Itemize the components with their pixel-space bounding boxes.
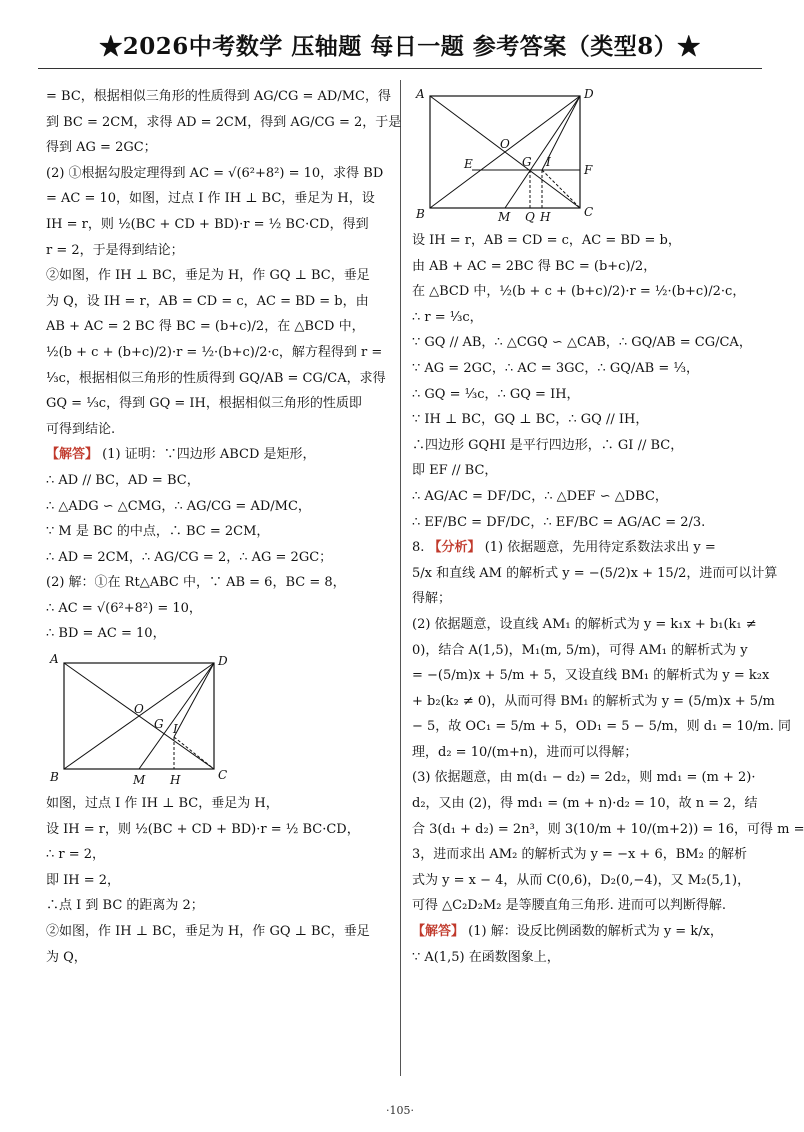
analysis-line-13: 3，进而求出 AM₂ 的解析式为 y = −x + 6，BM₂ 的解析: [412, 847, 747, 863]
right-line-1: 设 IH = r，AB = CD = c，AC = BD = b，: [412, 233, 681, 248]
right-line-8: ∵ IH ⊥ BC，GQ ⊥ BC，∴ GQ // IH，: [412, 412, 649, 428]
segment-ic: [542, 170, 580, 208]
right-line-9: ∴四边形 GQHI 是平行四边形，∴ GI // BC，: [412, 437, 684, 453]
label-c: C: [218, 768, 228, 783]
right-line-12: ∴ EF/BC = DF/DC，∴ EF/BC = AG/AC = 2/3.: [412, 514, 706, 530]
proof-line-6: ∴ AC = √(6²+8²) = 10，: [46, 600, 202, 616]
label-b: B: [50, 770, 59, 785]
analysis-line-3: 得解；: [412, 591, 452, 607]
label-m: M: [498, 210, 511, 224]
analysis-line-8: − 5，故 OC₁ = 5/m + 5，OD₁ = 5 − 5/m，则 d₁ = 10/m. 同: [412, 719, 791, 735]
left-line-7: r = 2，于是得到结论；: [46, 242, 184, 258]
after-fig-line-2: 设 IH = r，则 ½(BC + CD + BD)·r = ½ BC·CD，: [46, 821, 360, 837]
left-line-6: IH = r，则 ½(BC + CD + BD)·r = ½ BC·CD，得到: [46, 216, 369, 232]
label-g: G: [522, 155, 532, 169]
label-m: M: [133, 773, 146, 788]
after-fig-line-7: 为 Q，: [46, 949, 87, 965]
analysis-line-4: (2) 依据题意，设直线 AM₁ 的解析式为 y = k₁x + b₁(k₁ ≠: [412, 616, 757, 632]
right-column: [412, 84, 804, 970]
label-h: H: [540, 210, 551, 224]
right-line-10: 即 EF // BC，: [412, 463, 498, 479]
right-answer-line-2: ∵ A(1,5) 在函数图象上，: [412, 949, 560, 965]
label-h: H: [170, 773, 181, 788]
proof-line-5: (2) 解：①在 Rt△ABC 中，∵ AB = 6，BC = 8，: [46, 575, 346, 591]
analysis-line-15: 可得 △C₂D₂M₂ 是等腰直角三角形. 进而可以判断得解.: [412, 898, 726, 914]
left-line-4: (2) ①根据勾股定理得到 AC = √(6²+8²) = 10，求得 BD: [46, 165, 384, 181]
right-line-11: ∴ AG/AC = DF/DC，∴ △DEF ∽ △DBC，: [412, 488, 668, 504]
after-fig-line-6: ②如图，作 IH ⊥ BC，垂足为 H，作 GQ ⊥ BC，垂足: [46, 924, 370, 940]
analysis-line-1: (1) 依据题意，先用待定系数法求出 y =: [484, 540, 716, 556]
left-line-2: 到 BC = 2CM，求得 AD = 2CM，得到 AG/CG = 2，于是: [46, 114, 402, 130]
left-line-10: AB + AC = 2 BC 得 BC = (b+c)/2，在 △BCD 中，: [46, 319, 365, 335]
right-line-7: ∴ GQ = ⅓c，∴ GQ = IH，: [412, 386, 580, 402]
right-answer-line: [412, 919, 758, 945]
analysis-line-7: + b₂(k₂ ≠ 0)，从而可得 BM₁ 的解析式为 y = (5/m)x + 5/m: [412, 693, 775, 709]
analysis-line-5: 0)，结合 A(1,5)，M₁(m, 5/m)，可得 AM₁ 的解析式为 y: [412, 642, 748, 658]
left-line-13: GQ = ⅓c，得到 GQ = IH，根据相似三角形的性质即: [46, 396, 362, 412]
analysis-line-11: d₂，又由 (2)，得 md₁ = (m + n)·d₂ = 10，故 n = 2，结: [412, 796, 758, 812]
segment-di: [174, 663, 214, 737]
label-b: B: [416, 207, 425, 221]
right-geometry-figure: [412, 86, 612, 224]
label-a: A: [416, 87, 425, 101]
answer-line: [46, 442, 392, 468]
label-o: O: [500, 137, 510, 151]
segment-dm: [139, 663, 214, 769]
left-line-11: ½(b + c + (b+c)/2)·r = ½·(b+c)/2·c，解方程得到 r =: [46, 344, 383, 360]
answer-tag: 【解答】: [46, 447, 99, 463]
label-o: O: [134, 702, 144, 717]
after-fig-line-5: ∴点 I 到 BC 的距离为 2；: [46, 898, 204, 914]
label-q: Q: [525, 210, 535, 224]
label-e: E: [464, 157, 473, 171]
analysis-line-10: (3) 依据题意，由 m(d₁ − d₂) = 2d₂，则 md₁ = (m + 2)·: [412, 770, 756, 786]
right-answer-line-1: (1) 解：设反比例函数的解析式为 y = k/x，: [468, 924, 723, 940]
after-fig-line-3: ∴ r = 2，: [46, 847, 106, 863]
right-line-3: 在 △BCD 中，½(b + c + (b+c)/2)·r = ½·(b+c)/2·c，: [412, 284, 746, 300]
analysis-line-6: = −(5/m)x + 5/m + 5，又设直线 BM₁ 的解析式为 y = k₂x: [412, 668, 770, 684]
label-i: I: [546, 155, 551, 169]
header-rule: [38, 68, 762, 69]
page-number: ·105·: [386, 1104, 414, 1117]
answer-intro: (1) 证明：∵四边形 ABCD 是矩形，: [102, 447, 316, 463]
label-d: D: [584, 87, 594, 101]
left-line-9: 为 Q，设 IH = r，AB = CD = c，AC = BD = b，由: [46, 293, 369, 309]
proof-line-7: ∴ BD = AC = 10，: [46, 626, 166, 642]
page-header-title: ★2026中考数学 压轴题 每日一题 参考答案（类型8）★: [99, 33, 701, 60]
right-line-2: 由 AB + AC = 2BC 得 BC = (b+c)/2，: [412, 258, 657, 274]
q8-number: 8.: [412, 540, 425, 556]
right-answer-tag: 【解答】: [412, 924, 465, 940]
after-fig-line-1: 如图，过点 I 作 IH ⊥ BC，垂足为 H，: [46, 796, 279, 812]
proof-line-1: ∴ AD // BC，AD = BC，: [46, 472, 200, 488]
proof-line-4: ∴ AD = 2CM，∴ AG/CG = 2，∴ AG = 2GC；: [46, 549, 333, 565]
left-line-8: ②如图，作 IH ⊥ BC，垂足为 H，作 GQ ⊥ BC，垂足: [46, 268, 370, 284]
q8-analysis-line: [412, 535, 758, 561]
analysis-line-2: 5/x 和直线 AM 的解析式 y = −(5/2)x + 15/2，进而可以计算: [412, 565, 778, 581]
right-line-6: ∵ AG = 2GC，∴ AC = 3GC，∴ GQ/AB = ⅓，: [412, 360, 699, 376]
label-g: G: [154, 717, 164, 732]
analysis-line-9: 理，d₂ = 10/(m+n)，进而可以得解；: [412, 744, 638, 760]
left-line-12: ⅓c，根据相似三角形的性质得到 GQ/AB = CG/CA，求得: [46, 370, 386, 386]
left-column: [46, 84, 402, 970]
analysis-tag: 【分析】: [428, 540, 481, 556]
label-d: D: [218, 654, 228, 669]
label-i: I: [173, 722, 178, 737]
left-geometry-figure: [46, 649, 246, 787]
column-divider: [400, 80, 401, 1076]
label-a: A: [50, 652, 59, 667]
analysis-line-14: 式为 y = x − 4，从而 C(0,6)，D₂(0,−4)，又 M₂(5,1)，: [412, 872, 751, 888]
after-fig-line-4: 即 IH = 2，: [46, 872, 121, 888]
label-f: F: [584, 163, 593, 177]
left-line-5: = AC = 10，如图，过点 I 作 IH ⊥ BC，垂足为 H，设: [46, 191, 375, 207]
right-line-4: ∴ r = ⅓c，: [412, 309, 483, 325]
label-c: C: [584, 205, 594, 219]
left-line-14: 可得到结论.: [46, 421, 116, 437]
proof-line-3: ∵ M 是 BC 的中点，∴ BC = 2CM，: [46, 524, 270, 540]
analysis-line-12: 合 3(d₁ + d₂) = 2n³，则 3(10/m + 10/(m+2)) = 16，可得 m =: [412, 821, 804, 837]
left-line-3: 得到 AG = 2GC；: [46, 140, 157, 156]
right-line-5: ∵ GQ // AB，∴ △CGQ ∽ △CAB，∴ GQ/AB = CG/CA，: [412, 335, 752, 351]
left-line-1: = BC，根据相似三角形的性质得到 AG/CG = AD/MC，得: [46, 89, 391, 104]
proof-line-2: ∴ △ADG ∽ △CMG，∴ AG/CG = AD/MC，: [46, 498, 311, 514]
